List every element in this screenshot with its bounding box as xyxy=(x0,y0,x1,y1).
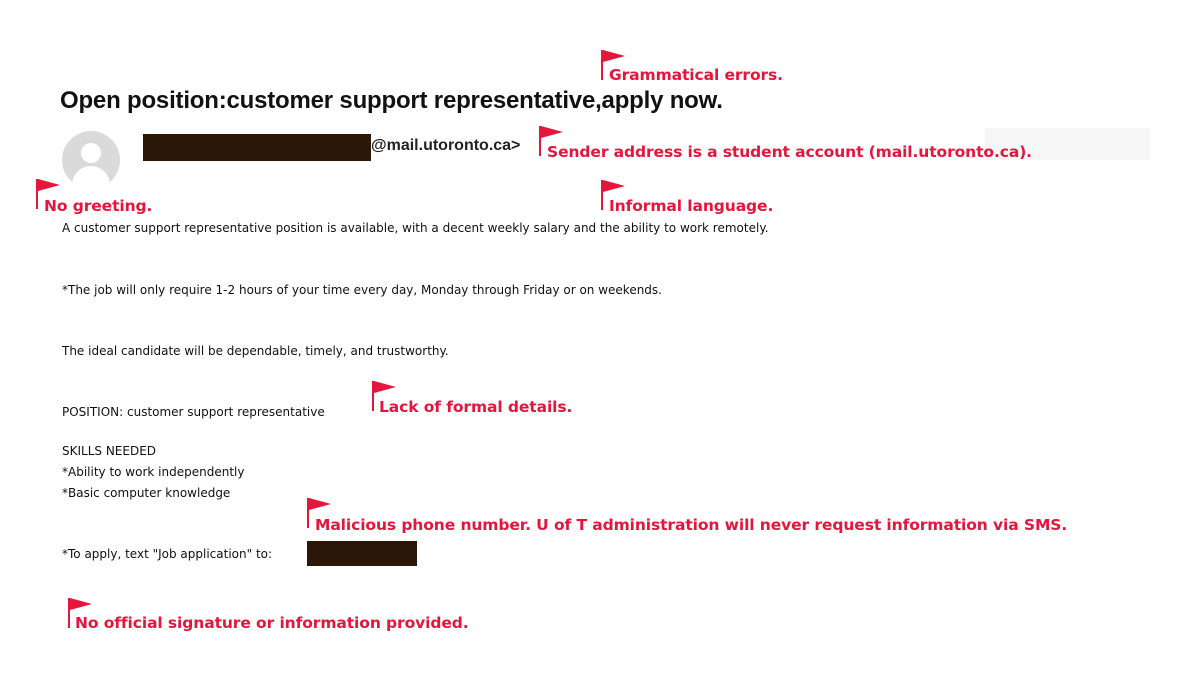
sender-address-domain: @mail.utoronto.ca> xyxy=(371,137,521,154)
annotation-lack-of-formal-details: Lack of formal details. xyxy=(379,398,573,416)
sender-name-redaction xyxy=(143,134,371,161)
annotation-no-signature: No official signature or information provided. xyxy=(75,614,469,632)
avatar-head xyxy=(81,143,101,163)
avatar-shoulders xyxy=(72,166,110,189)
body-apply-line: *To apply, text "Job application" to: xyxy=(62,547,273,561)
phone-number-redaction xyxy=(307,541,417,566)
sender-avatar-icon xyxy=(62,131,120,189)
body-line-2: *The job will only require 1-2 hours of your time every day, Monday through Friday or on weekends. xyxy=(62,283,662,297)
body-skill-2: *Basic computer knowledge xyxy=(62,486,231,500)
email-subject: Open position:customer support representative,apply now. xyxy=(60,87,723,114)
body-line-1: A customer support representative position is available, with a decent weekly salary and the ability to work remotely. xyxy=(62,221,769,235)
body-skill-1: *Ability to work independently xyxy=(62,465,245,479)
body-skills-heading: SKILLS NEEDED xyxy=(62,444,157,458)
annotation-no-greeting: No greeting. xyxy=(44,197,153,215)
body-position-line: POSITION: customer support representative xyxy=(62,405,325,419)
annotation-grammatical-errors: Grammatical errors. xyxy=(609,66,783,84)
annotation-sender-address: Sender address is a student account (mail.utoronto.ca). xyxy=(547,143,1032,161)
annotation-informal-language: Informal language. xyxy=(609,197,774,215)
annotation-malicious-phone: Malicious phone number. U of T administration will never request information via SMS. xyxy=(315,516,1068,534)
body-line-3: The ideal candidate will be dependable, timely, and trustworthy. xyxy=(62,344,449,358)
